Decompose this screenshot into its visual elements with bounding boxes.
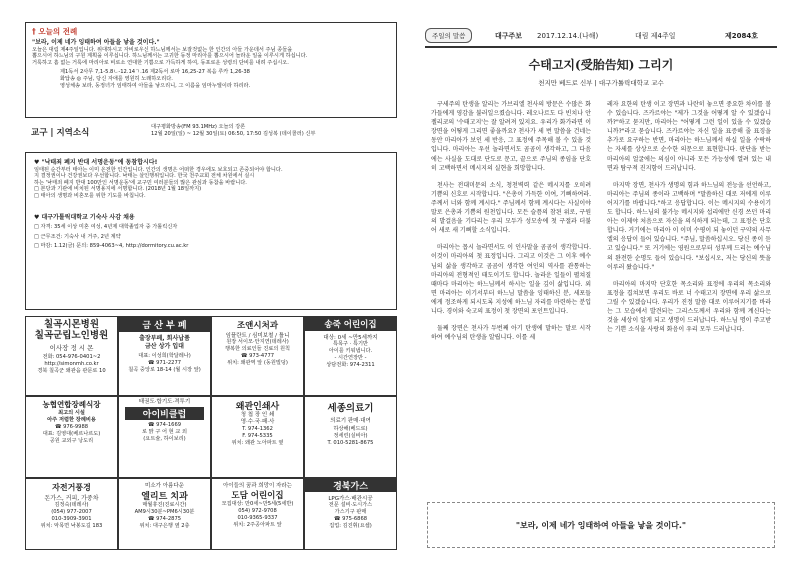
notice-0-line-3: □ 본당과 기관에 비치된 서명용지에 서명합니다. (2018년 1월 18일까지) [34, 186, 202, 193]
paragraph: 마리아의 마지막 단호한 목소리와 표정에 우리의 목소리와 표정을 겹쳐보면 우리도 바로 너 수태고지 장면에 우리 삶으로 그릴 수 있겠습니다. 우리가 진정 말씀 대로 이루어지기를 바라는 그 모습에서 발견되는 그리스도께서 우리와 함께 계신다는 것을 세상이 알게 되고 생명이 드러납니다. 하느님 명이 주고받는 기쁜 소식을 사랑의 화음이 우리 모두 드러납니다. [607, 280, 771, 334]
reading-line-2: 영성체송 보라, 동정녀가 임태하여 아들을 낳으리니, 그 이름을 임마누엘이라 하리라. [60, 82, 251, 89]
issue-header [425, 28, 777, 44]
ad-geumsan-buffet[interactable]: 금 산 부 페 출장부페, 회사납품 금산 상가 입대 대표: 이성희(학달레나) ☎ 971-2277 칠곡 중앙로 18-14 (월 시장 앞) [118, 316, 211, 396]
section-title: 교구 | 지역소식 [31, 128, 90, 138]
reading-line-1: 화답송 ◎ 주님, 당신 자애를 영원히 노래하오리다. [60, 75, 173, 82]
article-column-2 [607, 100, 771, 334]
article-column-1 [431, 100, 591, 342]
article-author: 천지만 베드로 신부 | 대구가톨릭대학교 교수 [538, 79, 664, 87]
paragraph: 레자 요한의 탄생 이고 장면과 나란히 놓으면 중요한 차이를 볼 수 있습니다. 즈카르야는 "제가 그것을 어떻게 알 수 있겠습니까?"하고 묻지만, 마리아는 "어떻게 그런 일이 있을 수 있겠습니까?"라고 묻습니다. 즈카르야는 자신 일을 표증해 줄 표징을 추가로 요구하는 반면, 마리아는 하느님께서 하실 일을 수락하는 자세를 상상으로 순수한 의문으로 표현합니다. 판단을 받는 마리아의 얼굴에는 의심이 아니라 모든 가능성에 열려 있는 내면과 탐구적 진지함이 드러납니다. [607, 101, 771, 172]
article-title: 수태고지(受胎告知) 그리기 [528, 58, 674, 72]
today-verse: "보라, 이제 네가 잉태하여 아들을 낳을 것이다." [32, 39, 160, 46]
header-rule [425, 46, 777, 48]
broadcast-line-0: 대구평화방송(FM 93.1MHz) 오늘의 강론 [151, 124, 246, 130]
today-liturgy-box [25, 22, 397, 118]
liturgical-week: 대림 제4주일 [635, 32, 676, 40]
quote-text: "보라, 이제 네가 잉태하여 아들을 낳을 것이다." [515, 521, 687, 530]
scripture-quote [427, 502, 775, 548]
ad-simon-hospital[interactable]: 칠곡시몬병원 칠곡군립노인병원 이사장 정 시 몬 전화: 054-976-0401~2 http://simonmh.co.kr 경북 칠곡군 왜관읍 관문로 10 [25, 316, 118, 396]
notice-1-line-0: □ 자격: 35세 이상 미혼 여성, 4년제 대학졸업자 중 가톨릭신자 [34, 224, 178, 231]
ad-ivy-club[interactable]: 태권도·합기도·격투기 아이비클럽 ☎ 974-1669 로 맑 구 어 현 교 외 (요트슐, 하이보리) [118, 396, 211, 478]
today-intro-1: 뽑으시어 하느님의 구원 계획을 이루십니다. 하느님께서는 고귀한 동정 마리아를 뽑으시어 놀라운 일을 이루시게 하십니다. [32, 53, 308, 60]
notice-0-line-4: □ 태아의 생명과 비혼모를 위한 기도를 바칩니다. [34, 192, 146, 199]
issue-date: 2017.12.14.(나해) [537, 32, 599, 40]
broadcast-section [31, 122, 391, 148]
ad-bicycle-cafe[interactable]: 자전거풍경 돈가스, 커피, 가중차 김정숙(데레사) (054) 977-2007 010-3909-3901 위치: 악목면 낙봉도길 183 [25, 478, 118, 550]
ad-waegwan-printing[interactable]: 왜관인쇄사 청 첩 장 인 쇄 영·수·국·패·사 T. 974-1362 F. 974-5335 위치: 왜관 노아파트 옆 [211, 396, 304, 478]
paragraph: 천사는 전대미문의 소식, 청천벽력 같은 메시지를 오히려 기쁨의 신호로 시작합니다. "은총이 가득한 이여, 기뻐하여라. 주께서 너와 함께 계시다." 주님께서 함께 계시다는 사실이야말로 은총과 기쁨의 원천입니다. 모든 슬픔의 참된 위로, 구원의 발걸음을 기다리는 우리 모두가 성모송에 첫 구절과 더불어 새로 새 기뻐할 소식입니다. [431, 181, 591, 235]
reading-line-0: 제1독서 2사무 7,1-5.8ㄴ-12.14ㄱ.16 제2독서 로마 16,25-27 복음 루카 1,26-38 [60, 69, 250, 76]
notice-0-line-1: 지 결정권이나 건강권보다 우선합니다. 낙태는 살인행위입니다. 한국 천주교회 전체 차원에서 실시 [34, 173, 255, 180]
paper-name: 대구주보 [495, 32, 523, 40]
paragraph: 구세주의 탄생을 알리는 가브리엘 천사의 방문은 수많은 화가들에게 영감을 불러일으켰습니다. 레오나르도 다 빈치나 안젤리코의 '수태고지'는 잘 알려져 있지요. 우리가 화가라면 이 장면을 어떻게 그리면 좋을까요? 천사가 세 번 말씀을 건네는 동안 마리아가 보인 세 반응, 그 표정에 주목해 볼 수 있을 것입니다. 마리아는 우선 놀라면서도 곰곰이 생각하고, 그 다음에는 사실을 도대로 단도로 문고, 끝으로 주님의 종임을 단호히 고백하면서 메시지의 실현을 희망합니다. [431, 101, 591, 172]
paragraph: 둘째 장면은 천사가 두번째 아기 탄생에 말하는 말로 시작하여 예수님의 탄생을 알립니다. 이를 세 [431, 325, 591, 342]
notice-0-line-2: 하는 '낙태죄 폐지 반대 100만인 서명운동'에 교구민 여러분들의 많은 관심과 동참을 바랍니다. [34, 179, 247, 186]
today-intro-2: 거룩하고 흠 없는 거룩에 마리아로 비로소 연대한 기쁨으로 가득하게 하여, 동포로운 성령의 단비를 내려 주십시오. [32, 59, 289, 66]
issue-number: 제2084호 [725, 32, 759, 40]
notices-box [25, 152, 397, 310]
today-intro-0: 오늘은 대림 제4주일입니다. 위대하시고 자비로우신 하느님께서는 보잘것없는 한 인간의 아들 가운데서 주님 종들을 [32, 46, 293, 53]
ad-funeral-hall[interactable]: 농협연합장례식장 최고의 시설 아주 저렴한 장례비용 ☎ 976-9988 대표: 김영대(베르나르도) 공원 교외구 낭도리 [25, 396, 118, 478]
notice-heading-1: ♥ 대구가톨릭대학교 기숙사 사감 채용 [34, 213, 135, 221]
ad-elite-dental[interactable]: 미소가 아름다운 엘리트 치과 매월휴진(진료시간) AM9시30분~PM6시30분 ☎ 974-2875 위치: 대구은행 옆 2층 [118, 478, 211, 550]
notice-1-line-2: □ 마감: 1.12(금) 문의: 859-4063~4, http://dormitory.cu.ac.kr [34, 243, 189, 250]
paragraph: 마지막 장면, 천사가 생명의 힘과 하느님의 전능을 선언하고, 마리아는 주님의 종이라 고백하며 "말씀하신 대로 저에게 이루어지기를 바랍니다."하고 응답합니다. 이는 메시지의 수용이기도 합니다. 하느님의 불가능 메시지와 섭리에만 신경 쓰던 마리아는 이제야 처음으로 자신을 의식하게 되는데, 그 표정은 단호합니다. 거기에는 마리아 이 이미 수평이 되 놓이던 구약의 사무엘의 응답이 들어 있습니다. "주님, 말씀하십시오. 당신 종이 듣고 있습니다." 또 거기에는 영원으로부터 성부께 드리는 예수님의 완전한 순명도 들어 있습니다. "보십시오, 저는 당신의 뜻을 이루러 왔습니다." [607, 181, 771, 271]
right-page [425, 22, 777, 550]
ad-dodam-daycare[interactable]: 아이들의 꿈과 희망이 자라는 도담 어린이집 모집대상: 만0세~만5세(5세반) 054) 972-9708 010-9365-9337 위치: 2주공아파트 앞 [211, 478, 304, 550]
ad-sejong-medical[interactable]: 세종의료기 의료기 판매·대여 하상해(베드로) 정세린(실비아) T. 010-5281-8675 [304, 396, 397, 478]
notice-1-line-1: □ 근무조건: 기숙사 내 거주, 2년 계약 [34, 233, 121, 240]
ad-songjuk-daycare[interactable]: 송죽 어린이집 대상: 0세 ~만5세까지 특목구 · 특기반 아이를 키워냅니다. - 시간연장반 - 상담전화: 974-2311 [304, 316, 397, 396]
ad-gyeongbuk-gas[interactable]: 경북가스 LPG가스·배관시공 전문 설비·도시가스 가스기구 판매 ☎ 975-6868 집업: 김진휘(요셉) [304, 478, 397, 550]
notice-heading-0: ♥ "낙태죄 폐지 반대 서명운동"에 동참합시다! [34, 159, 158, 166]
left-page [25, 22, 397, 550]
notice-0-line-0: 임태된 순간부터 태아는 이미 온전한 인간입니다. 인간의 생명은 어떠한 경우에도 보호되고 존중되어야 합니다. [34, 166, 283, 173]
section-tag: 주일의 말씀 [425, 28, 472, 43]
paragraph: 마리아는 몹시 놀라면서도 이 인사말을 곰곰이 생각합니다. 이것이 마리아의 첫 표정입니다. 그리고 이것은 그 이후 예수님의 삶을 생각하고 곰곰이 생각한 여인의 역사를 관통하는 마리아의 전형적인 태도이기도 합니다. 놀라운 일들이 펼쳐질 때마다 마리아는 하느님께서 하시는 일을 깊이 삶입니다. 외면 마리아는 이기서부터 하느님 말씀을 잉태하신 분, 세포들에게 정조하게 되시도록 지성에 하느님 자리를 마련하는 분입니다. 경이와 숙고의 표정이 첫 장면의 포인트입니다. [431, 244, 591, 315]
ad-joanne-dental[interactable]: 조앤시처과 임플란트 / 심미보철 / 틀니 원장 서이모·안지연(데레사) 행복한 의료인들 진료의 원칙 ☎ 973-4777 위치: 왜관역 앞 (동원빌딩) [211, 316, 304, 396]
today-liturgy-title: † 오늘의 전례 [32, 27, 78, 36]
broadcast-line-1: 12월 20일(일) ~ 12월 30일(토) 06:50, 17:50 김성복 (데이콜러) 신부 [151, 131, 316, 137]
